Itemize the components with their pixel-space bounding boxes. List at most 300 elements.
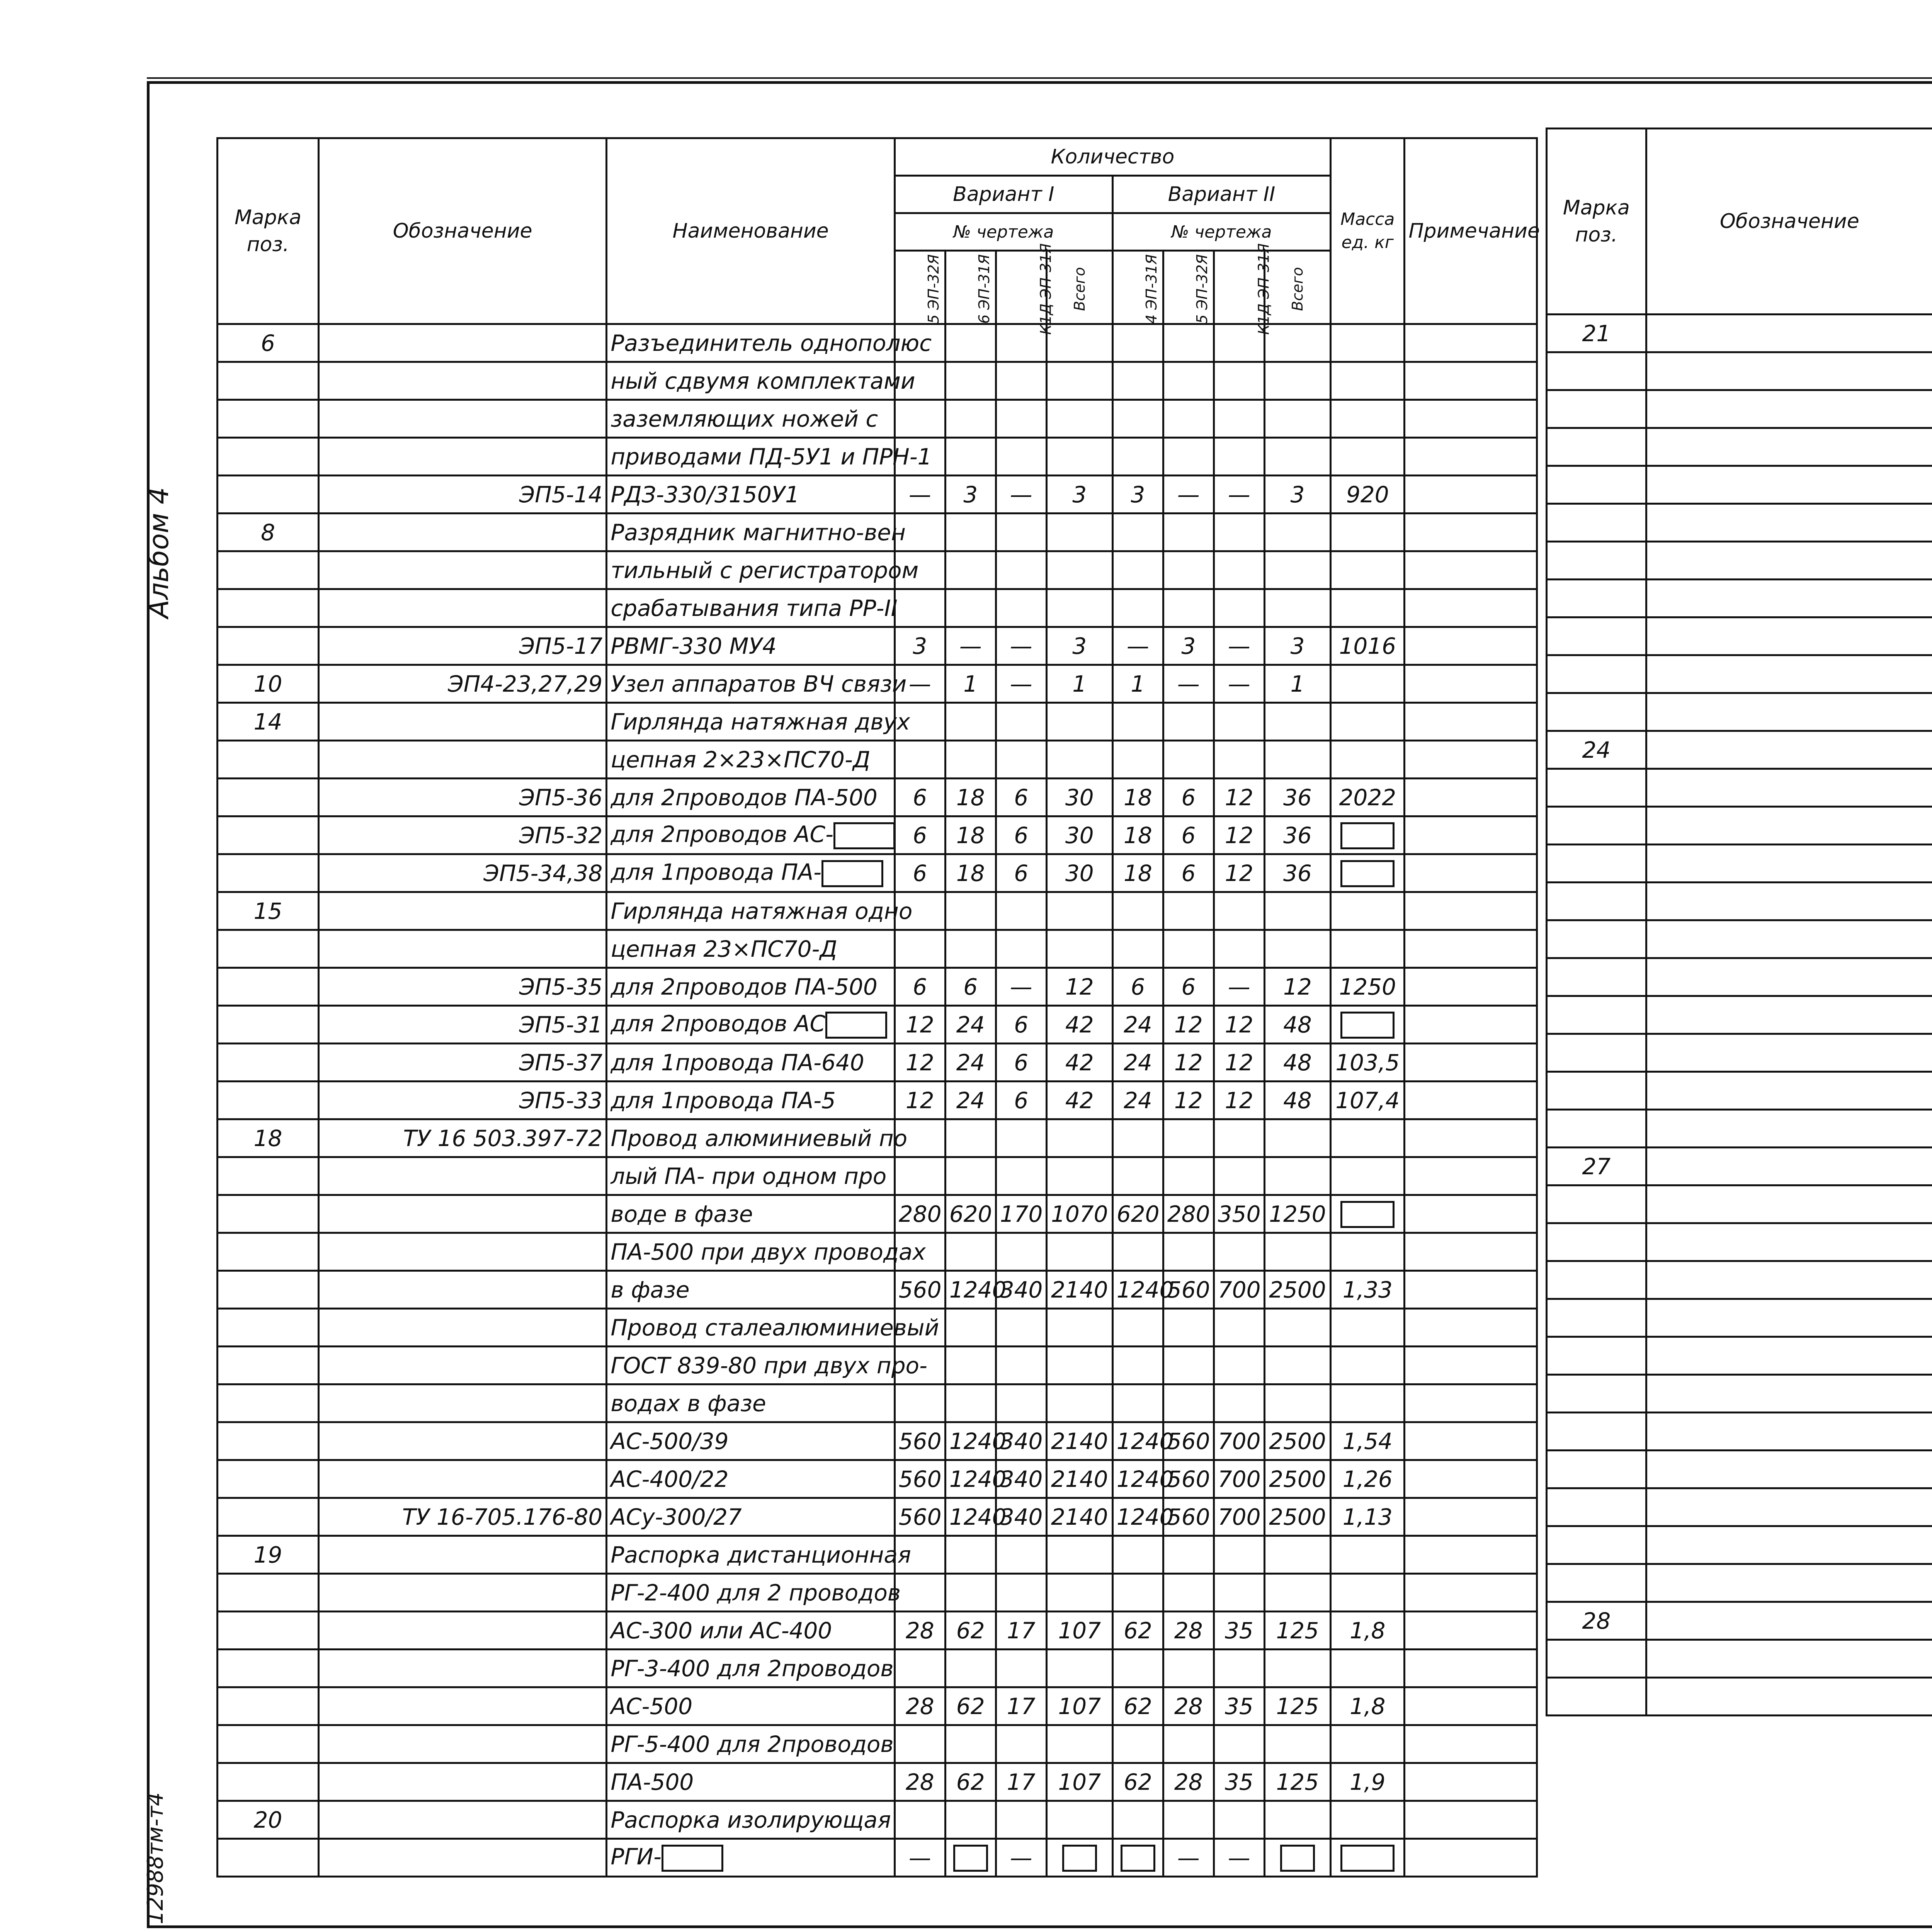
designation-cell bbox=[318, 1347, 606, 1384]
table-row bbox=[218, 627, 1537, 665]
qty-cell: 700 bbox=[1214, 1422, 1264, 1460]
mark-cell: 21 bbox=[1547, 315, 1646, 352]
qty-cell: 107 bbox=[1046, 1763, 1112, 1801]
qty-cell: 17 bbox=[996, 1687, 1046, 1725]
mark-cell bbox=[218, 1384, 319, 1422]
table-row bbox=[1547, 1261, 1932, 1299]
designation-cell bbox=[1646, 958, 1932, 996]
hdr-cell-no: № чертежа bbox=[895, 213, 1112, 251]
name-text: для 1провода ПА-5 bbox=[611, 1087, 836, 1114]
qty-cell bbox=[996, 400, 1046, 438]
qty-cell: 125 bbox=[1264, 1612, 1330, 1650]
qty-cell bbox=[1214, 1650, 1264, 1687]
left-subhdr-4 bbox=[1112, 251, 1163, 324]
mass-cell bbox=[1331, 589, 1405, 627]
designation-cell bbox=[318, 1687, 606, 1725]
side-label-code: 12988тм-т4 bbox=[143, 1792, 168, 1924]
qty-cell bbox=[1214, 930, 1264, 968]
qty-cell bbox=[1214, 1309, 1264, 1347]
qty-cell: 28 bbox=[1163, 1687, 1214, 1725]
designation-cell bbox=[318, 892, 606, 930]
mark-cell bbox=[218, 1157, 319, 1195]
qty-cell bbox=[1112, 1839, 1163, 1877]
name-text: лый ПА- при одном про bbox=[611, 1163, 887, 1189]
designation-cell bbox=[1646, 1488, 1932, 1526]
mass-cell: 1016 bbox=[1331, 627, 1405, 665]
designation-cell: ЭП4-23,27,29 bbox=[318, 665, 606, 703]
left-spec-table bbox=[216, 137, 1538, 1878]
qty-cell bbox=[1046, 703, 1112, 741]
name-cell bbox=[607, 1384, 895, 1422]
table-row bbox=[218, 1574, 1537, 1612]
name-cell bbox=[607, 741, 895, 779]
qty-cell: 6 bbox=[996, 1006, 1046, 1044]
qty-cell: 28 bbox=[895, 1763, 945, 1801]
note-cell bbox=[1405, 1233, 1537, 1271]
qty-cell bbox=[996, 1233, 1046, 1271]
name-text: приводами ПД-5У1 и ПРН-1 bbox=[611, 443, 932, 470]
note-cell bbox=[1405, 1725, 1537, 1763]
mark-cell bbox=[1547, 1110, 1646, 1148]
left-subhdr-label: 5 ЭП-32Я bbox=[925, 254, 942, 324]
mass-cell: 920 bbox=[1331, 476, 1405, 514]
qty-cell bbox=[1112, 1157, 1163, 1195]
table-row bbox=[1547, 466, 1932, 504]
name-cell bbox=[607, 1839, 895, 1877]
qty-cell: 62 bbox=[945, 1763, 996, 1801]
note-cell bbox=[1405, 779, 1537, 816]
mark-cell bbox=[218, 1422, 319, 1460]
name-cell bbox=[607, 665, 907, 703]
qty-cell: 6 bbox=[895, 854, 945, 892]
left-subhdr-label: Всего bbox=[1071, 267, 1088, 311]
table-row bbox=[1547, 845, 1932, 883]
mass-cell: 107,4 bbox=[1331, 1082, 1405, 1119]
qty-cell: 1070 bbox=[1046, 1195, 1112, 1233]
mass-cell bbox=[1331, 551, 1405, 589]
mass-cell bbox=[1331, 438, 1405, 476]
left-subhdr-7 bbox=[1264, 251, 1330, 324]
qty-cell: 6 bbox=[895, 779, 945, 816]
qty-cell bbox=[1214, 589, 1264, 627]
qty-cell: 12 bbox=[1264, 968, 1330, 1006]
name-text: АС-400/22 bbox=[611, 1466, 729, 1492]
note-cell bbox=[1405, 1271, 1537, 1309]
qty-cell: 36 bbox=[1264, 779, 1330, 816]
qty-cell: — bbox=[1214, 968, 1264, 1006]
note-cell bbox=[1405, 514, 1537, 551]
qty-cell: — bbox=[895, 665, 945, 703]
qty-cell bbox=[1046, 400, 1112, 438]
qty-cell bbox=[1264, 1650, 1330, 1687]
qty-cell bbox=[1112, 362, 1163, 400]
table-row bbox=[1547, 655, 1932, 693]
name-cell bbox=[607, 1119, 908, 1157]
qty-cell: 48 bbox=[1264, 1044, 1330, 1082]
qty-cell bbox=[1046, 1839, 1112, 1877]
designation-cell: ЭП5-37 bbox=[318, 1044, 606, 1082]
left-subhdr-label: 6 ЭП-31Я bbox=[975, 254, 993, 324]
qty-cell bbox=[945, 930, 996, 968]
table-row bbox=[1547, 731, 1932, 769]
qty-cell: 6 bbox=[945, 968, 996, 1006]
qty-cell: 1240 bbox=[945, 1422, 996, 1460]
designation-cell bbox=[1646, 693, 1932, 731]
designation-cell bbox=[1646, 1148, 1932, 1185]
qty-cell: 18 bbox=[945, 779, 996, 816]
designation-cell bbox=[318, 1650, 606, 1687]
note-cell bbox=[1405, 816, 1537, 854]
qty-cell bbox=[1046, 741, 1112, 779]
name-cell bbox=[607, 1498, 895, 1536]
note-cell bbox=[1405, 1650, 1537, 1687]
table-row bbox=[1547, 958, 1932, 996]
mass-cell: 1,8 bbox=[1331, 1612, 1405, 1650]
mass-cell: 103,5 bbox=[1331, 1044, 1405, 1082]
qty-cell bbox=[1112, 438, 1163, 476]
qty-cell bbox=[1163, 1157, 1214, 1195]
qty-cell bbox=[895, 589, 945, 627]
table-row bbox=[1547, 1072, 1932, 1110]
mass-cell: 1,54 bbox=[1331, 1422, 1405, 1460]
table-row bbox=[1547, 883, 1932, 920]
mark-cell bbox=[1547, 1261, 1646, 1299]
qty-cell bbox=[1163, 324, 1214, 362]
name-cell bbox=[607, 1687, 895, 1725]
qty-cell bbox=[1264, 1839, 1330, 1877]
blank-box bbox=[1340, 1845, 1395, 1872]
designation-cell bbox=[1646, 1299, 1932, 1337]
mark-cell bbox=[218, 1839, 319, 1877]
designation-cell bbox=[1646, 845, 1932, 883]
qty-cell: 17 bbox=[996, 1612, 1046, 1650]
mark-cell bbox=[1547, 1185, 1646, 1223]
designation-cell bbox=[318, 514, 606, 551]
qty-cell bbox=[996, 362, 1046, 400]
name-cell bbox=[607, 1347, 927, 1384]
blank-box bbox=[821, 860, 883, 887]
qty-cell: — bbox=[895, 476, 945, 514]
name-cell bbox=[607, 930, 895, 968]
designation-cell: ЭП5-31 bbox=[318, 1006, 606, 1044]
mark-cell bbox=[218, 1725, 319, 1763]
designation-cell bbox=[318, 703, 606, 741]
designation-cell: ЭП5-36 bbox=[318, 779, 606, 816]
name-cell bbox=[607, 1309, 939, 1347]
mass-cell bbox=[1331, 741, 1405, 779]
mass-cell bbox=[1331, 1347, 1405, 1384]
qty-cell bbox=[996, 1574, 1046, 1612]
note-cell bbox=[1405, 1157, 1537, 1195]
table-row bbox=[218, 779, 1537, 816]
qty-cell bbox=[895, 930, 945, 968]
designation-cell bbox=[318, 930, 606, 968]
qty-cell bbox=[1112, 1384, 1163, 1422]
qty-cell bbox=[996, 1650, 1046, 1687]
qty-cell: 18 bbox=[1112, 816, 1163, 854]
qty-cell bbox=[945, 703, 996, 741]
mass-cell bbox=[1331, 1006, 1405, 1044]
qty-cell: 700 bbox=[1214, 1460, 1264, 1498]
qty-cell: — bbox=[996, 476, 1046, 514]
left-subhdr-label: К1Д ЭП-31Я bbox=[1255, 243, 1272, 335]
name-text: ПА-500 при двух проводах bbox=[611, 1238, 926, 1265]
qty-cell bbox=[945, 324, 996, 362]
qty-cell: 6 bbox=[895, 816, 945, 854]
note-cell bbox=[1405, 400, 1537, 438]
qty-cell bbox=[945, 1384, 996, 1422]
qty-cell bbox=[1046, 514, 1112, 551]
name-text: для 1провода ПА- bbox=[611, 859, 821, 886]
designation-cell: ЭП5-33 bbox=[318, 1082, 606, 1119]
qty-cell bbox=[996, 1384, 1046, 1422]
qty-cell bbox=[1264, 930, 1330, 968]
qty-cell bbox=[1112, 1536, 1163, 1574]
qty-cell bbox=[1112, 892, 1163, 930]
hdr-mark: Марка поз. bbox=[218, 138, 319, 324]
qty-cell: 12 bbox=[1046, 968, 1112, 1006]
qty-cell: 2500 bbox=[1264, 1498, 1330, 1536]
mark-cell bbox=[1547, 655, 1646, 693]
qty-cell: — bbox=[1163, 476, 1214, 514]
qty-cell: 1 bbox=[945, 665, 996, 703]
qty-cell: 35 bbox=[1214, 1687, 1264, 1725]
left-subhdr-1 bbox=[945, 251, 996, 324]
qty-cell bbox=[1112, 1347, 1163, 1384]
left-subhdr-label: 5 ЭП-32Я bbox=[1193, 254, 1211, 324]
mark-cell bbox=[1547, 1451, 1646, 1488]
qty-cell bbox=[1264, 1309, 1330, 1347]
table-row bbox=[1547, 1488, 1932, 1526]
qty-cell bbox=[1112, 589, 1163, 627]
qty-cell bbox=[1214, 438, 1264, 476]
mark-cell bbox=[218, 438, 319, 476]
qty-cell: 2140 bbox=[1046, 1498, 1112, 1536]
qty-cell: 6 bbox=[1163, 968, 1214, 1006]
name-text: цепная 2×23×ПС70-Д bbox=[611, 746, 871, 773]
mark-cell bbox=[218, 1612, 319, 1650]
qty-cell: 12 bbox=[1214, 854, 1264, 892]
qty-cell: 6 bbox=[996, 854, 1046, 892]
qty-cell: 340 bbox=[996, 1460, 1046, 1498]
qty-cell bbox=[996, 551, 1046, 589]
table-row bbox=[1547, 1110, 1932, 1148]
hdr-variant1: Вариант I bbox=[895, 176, 1112, 213]
qty-cell: 560 bbox=[895, 1271, 945, 1309]
qty-cell bbox=[1214, 551, 1264, 589]
mark-cell bbox=[1547, 617, 1646, 655]
name-cell bbox=[607, 779, 895, 816]
qty-cell bbox=[996, 892, 1046, 930]
qty-cell bbox=[996, 514, 1046, 551]
table-row bbox=[218, 589, 1537, 627]
mark-cell: 10 bbox=[218, 665, 319, 703]
mark-cell: 20 bbox=[218, 1801, 319, 1839]
qty-cell bbox=[945, 1309, 996, 1347]
table-row bbox=[218, 1384, 1537, 1422]
qty-cell: 12 bbox=[1214, 1044, 1264, 1082]
table-row bbox=[1547, 1299, 1932, 1337]
name-text: цепная 23×ПС70-Д bbox=[611, 935, 837, 962]
qty-cell: 1240 bbox=[1112, 1460, 1163, 1498]
qty-cell bbox=[1214, 1801, 1264, 1839]
name-cell bbox=[607, 1763, 895, 1801]
qty-cell: 24 bbox=[945, 1082, 996, 1119]
mass-cell bbox=[1331, 324, 1405, 362]
qty-cell: 340 bbox=[996, 1271, 1046, 1309]
qty-cell: 3 bbox=[1163, 627, 1214, 665]
qty-cell: 1240 bbox=[945, 1498, 996, 1536]
blank-box bbox=[1121, 1845, 1155, 1872]
qty-cell bbox=[945, 514, 996, 551]
qty-cell: 42 bbox=[1046, 1082, 1112, 1119]
mark-cell: 19 bbox=[218, 1536, 319, 1574]
table-row bbox=[218, 1082, 1537, 1119]
table-row bbox=[218, 1536, 1537, 1574]
designation-cell bbox=[318, 438, 606, 476]
qty-cell: 18 bbox=[1112, 779, 1163, 816]
mark-cell bbox=[1547, 807, 1646, 845]
mass-cell bbox=[1331, 1725, 1405, 1763]
designation-cell bbox=[1646, 1640, 1932, 1678]
qty-cell bbox=[1046, 1574, 1112, 1612]
mass-cell bbox=[1331, 362, 1405, 400]
qty-cell: 560 bbox=[1163, 1460, 1214, 1498]
qty-cell bbox=[1046, 1650, 1112, 1687]
qty-cell bbox=[1163, 1384, 1214, 1422]
qty-cell: 62 bbox=[1112, 1612, 1163, 1650]
mark-cell bbox=[1547, 1299, 1646, 1337]
mark-cell bbox=[1547, 1413, 1646, 1451]
name-text: тильный с регистратором bbox=[611, 557, 919, 583]
qty-cell bbox=[996, 1536, 1046, 1574]
qty-cell bbox=[1163, 1574, 1214, 1612]
mass-cell bbox=[1331, 892, 1405, 930]
qty-cell bbox=[996, 589, 1046, 627]
qty-cell: 2140 bbox=[1046, 1422, 1112, 1460]
qty-cell: 36 bbox=[1264, 854, 1330, 892]
designation-cell: ТУ 16 503.397-72 bbox=[318, 1119, 606, 1157]
qty-cell: 35 bbox=[1214, 1612, 1264, 1650]
table-row bbox=[218, 1233, 1537, 1271]
table-row bbox=[1547, 1148, 1932, 1185]
qty-cell bbox=[1112, 930, 1163, 968]
qty-cell: 2500 bbox=[1264, 1460, 1330, 1498]
left-subhdr-label: К1Д ЭП-31Я bbox=[1037, 243, 1054, 335]
qty-cell bbox=[1163, 1725, 1214, 1763]
qty-cell bbox=[945, 589, 996, 627]
qty-cell bbox=[1264, 892, 1330, 930]
mass-cell: 1250 bbox=[1331, 968, 1405, 1006]
name-cell bbox=[607, 1157, 895, 1195]
qty-cell: 6 bbox=[1112, 968, 1163, 1006]
qty-cell: 3 bbox=[1112, 476, 1163, 514]
designation-cell bbox=[1646, 769, 1932, 807]
table-row bbox=[218, 1422, 1537, 1460]
qty-cell: 6 bbox=[1163, 854, 1214, 892]
name-cell bbox=[607, 476, 895, 514]
qty-cell bbox=[945, 551, 996, 589]
name-cell bbox=[607, 1233, 926, 1271]
qty-cell bbox=[1046, 324, 1112, 362]
name-text: для 2проводов АС bbox=[611, 1010, 826, 1037]
qty-cell: 12 bbox=[1214, 816, 1264, 854]
table-row bbox=[218, 476, 1537, 514]
mark-cell bbox=[218, 1498, 319, 1536]
qty-cell bbox=[1163, 1119, 1214, 1157]
note-cell bbox=[1405, 1347, 1537, 1384]
mark-cell: 8 bbox=[218, 514, 319, 551]
mark-cell bbox=[1547, 1488, 1646, 1526]
name-text: Распорка изолирующая bbox=[611, 1806, 891, 1833]
table-row bbox=[218, 1725, 1537, 1763]
name-text: Гирлянда натяжная одно bbox=[611, 898, 913, 924]
qty-cell bbox=[1264, 1347, 1330, 1384]
qty-cell bbox=[1214, 1536, 1264, 1574]
qty-cell bbox=[1264, 514, 1330, 551]
designation-cell bbox=[1646, 1375, 1932, 1413]
mark-cell bbox=[218, 1687, 319, 1725]
name-cell bbox=[607, 854, 895, 892]
designation-cell: ЭП5-34,38 bbox=[318, 854, 606, 892]
mass-cell bbox=[1331, 1536, 1405, 1574]
left-subhdr-0 bbox=[895, 251, 945, 324]
qty-cell bbox=[1163, 1309, 1214, 1347]
table-row bbox=[218, 362, 1537, 400]
designation-cell bbox=[318, 1384, 606, 1422]
mark-cell bbox=[218, 1347, 319, 1384]
qty-cell bbox=[945, 741, 996, 779]
designation-cell bbox=[1646, 1526, 1932, 1564]
qty-cell: 1240 bbox=[945, 1460, 996, 1498]
mark-cell bbox=[218, 551, 319, 589]
note-cell bbox=[1405, 1687, 1537, 1725]
qty-cell bbox=[996, 1119, 1046, 1157]
qty-cell bbox=[1264, 1801, 1330, 1839]
qty-cell bbox=[996, 703, 1046, 741]
mark-cell bbox=[218, 1574, 319, 1612]
qty-cell: — bbox=[1214, 476, 1264, 514]
table-row bbox=[1547, 1337, 1932, 1375]
qty-cell: 3 bbox=[1046, 627, 1112, 665]
name-text: РВМГ-330 МУ4 bbox=[611, 633, 777, 659]
table-row bbox=[218, 1119, 1537, 1157]
qty-cell bbox=[1264, 741, 1330, 779]
name-cell bbox=[607, 324, 932, 362]
qty-cell bbox=[1163, 589, 1214, 627]
designation-cell bbox=[318, 1725, 606, 1763]
left-subhdr-5 bbox=[1163, 251, 1214, 324]
table-row bbox=[1547, 1375, 1932, 1413]
designation-cell bbox=[1646, 352, 1932, 390]
mark-cell bbox=[1547, 1564, 1646, 1602]
qty-cell bbox=[1264, 1725, 1330, 1763]
qty-cell bbox=[945, 1119, 996, 1157]
qty-cell bbox=[1112, 1725, 1163, 1763]
qty-cell bbox=[1046, 1801, 1112, 1839]
name-cell bbox=[607, 1460, 895, 1498]
mark-cell bbox=[218, 1763, 319, 1801]
qty-cell bbox=[945, 1574, 996, 1612]
qty-cell bbox=[1264, 551, 1330, 589]
name-text: Провод алюминиевый по bbox=[611, 1125, 908, 1151]
designation-cell bbox=[1646, 542, 1932, 580]
mass-cell: 1,8 bbox=[1331, 1687, 1405, 1725]
name-text: воде в фазе bbox=[611, 1201, 753, 1227]
qty-cell bbox=[1214, 1725, 1264, 1763]
qty-cell: 560 bbox=[895, 1422, 945, 1460]
qty-cell: 36 bbox=[1264, 816, 1330, 854]
